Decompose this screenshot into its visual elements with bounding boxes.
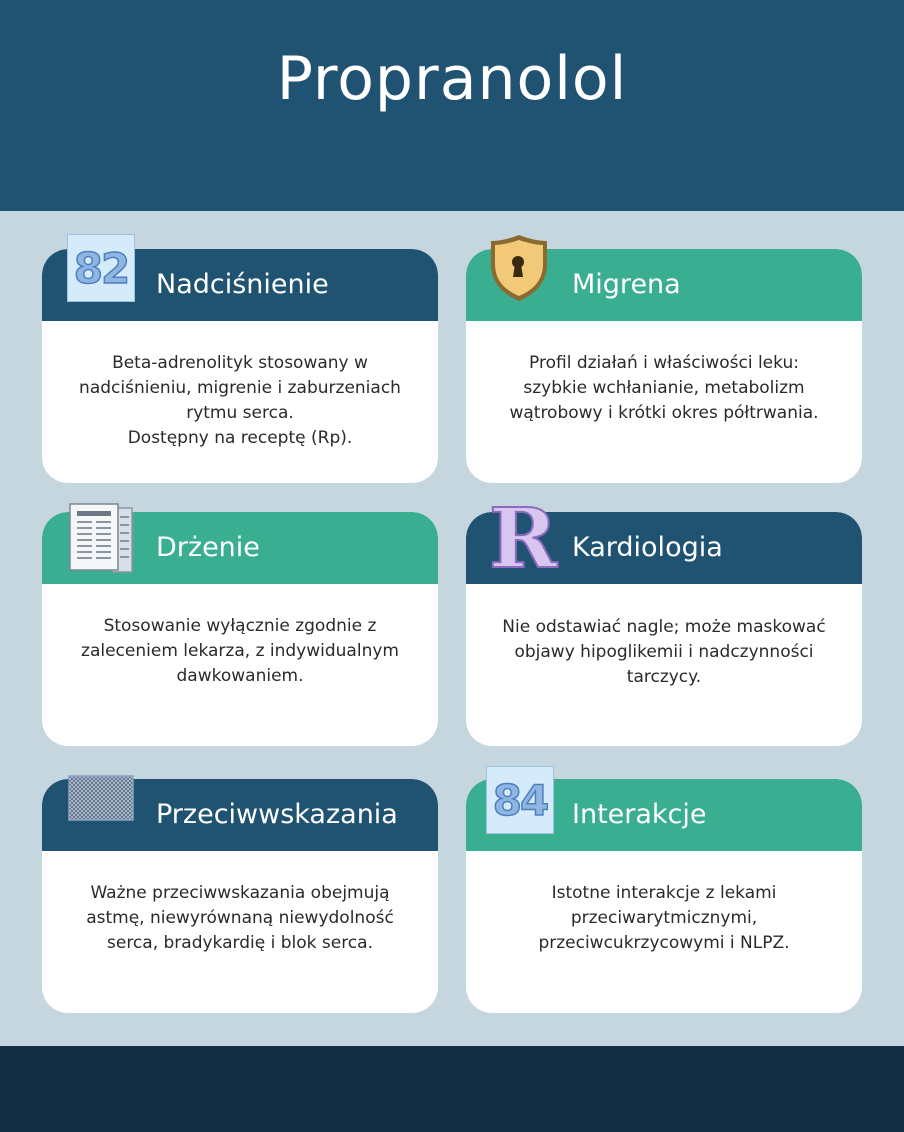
newspaper-icon [68, 502, 134, 574]
card-title: Kardiologia [572, 532, 723, 563]
number-84-icon: 84 [486, 766, 554, 834]
card-title: Migrena [572, 269, 681, 300]
number-82-icon: 82 [67, 234, 135, 302]
card-title: Nadciśnienie [156, 269, 329, 300]
card-body: Stosowanie wyłącznie zgodnie z zaleceniem lekarza, z indywidualnym dawkowaniem. [81, 616, 399, 686]
card-body: Istotne interakcje z lekami przeciwarytmicznymi, przeciwcukrzycowymi i NLPZ. [538, 883, 790, 953]
card-title: Interakcje [572, 799, 707, 830]
card-body: Nie odstawiać nagle; może maskować objawy hipoglikemii i nadczynności tarczycy. [502, 617, 826, 687]
keyhole-shield-icon [487, 232, 551, 304]
letter-r-icon: R [489, 491, 558, 587]
mesh-pattern-icon [68, 775, 134, 821]
card-title: Drżenie [156, 532, 260, 563]
header-banner [0, 0, 904, 211]
page-title: Propranolol [276, 44, 628, 114]
card-body: Ważne przeciwwskazania obejmują astmę, niewyrównaną niewydolność serca, bradykardię i blok serca. [86, 883, 394, 953]
card-body: Beta-adrenolityk stosowany w nadciśnieniu, migrenie i zaburzeniach rytmu serca. Dostępny na receptę (Rp). [79, 353, 401, 448]
card-body: Profil działań i właściwości leku: szybkie wchłanianie, metabolizm wątrobowy i krótki okres półtrwania. [509, 353, 819, 423]
footer-bar [0, 1046, 904, 1132]
card-title: Przeciwwskazania [156, 799, 398, 830]
